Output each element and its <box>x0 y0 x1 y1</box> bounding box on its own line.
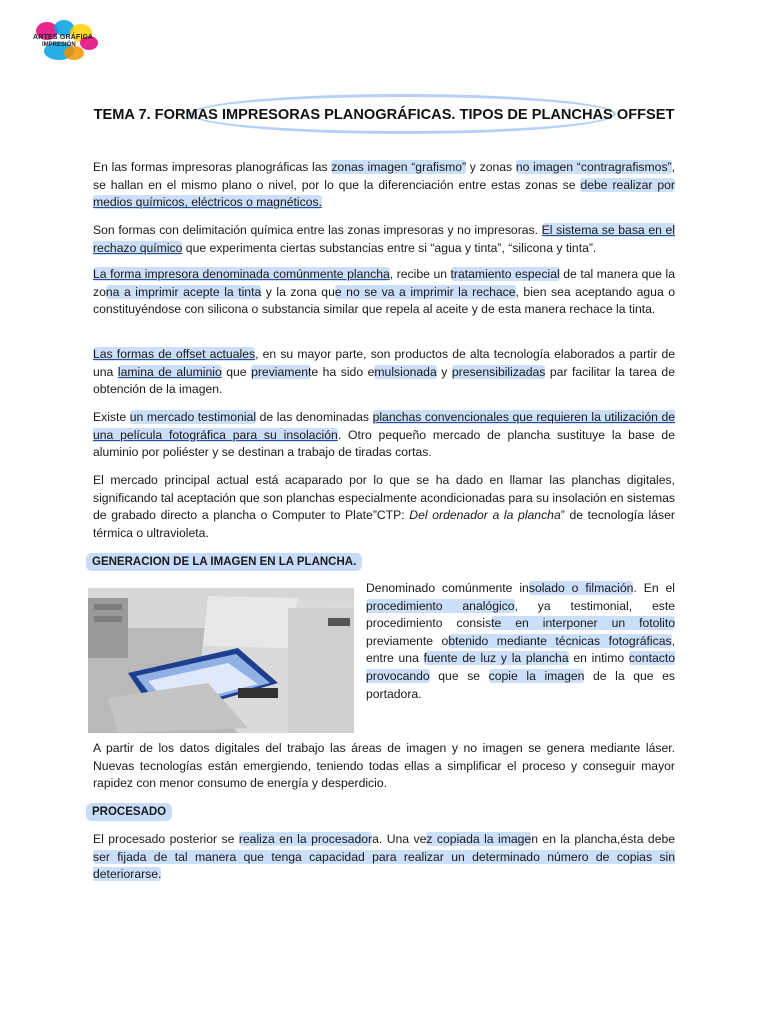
paragraph-4: Las formas de offset actuales, en su mayor parte, son productos de alta tecnología elaborados a partir de una lamina de aluminio que previamente ha sido emulsionada y presensibilizadas par facilitar la tarea de obtención de la imagen. <box>93 347 676 397</box>
paragraph-8: El procesado posterior se realiza en la procesadora. Una vez copiada la imagen en la plancha,ésta debe ser fijada de tal manera que tenga capacidad para realizar un determinado número de copias sin deteriorarse. <box>93 832 676 882</box>
processor-illustration <box>88 588 354 733</box>
logo-text: ARTES GRÁFICA <box>33 34 94 41</box>
page-title: TEMA 7. FORMAS IMPRESORAS PLANOGRÁFICAS. TIPOS DE PLANCHAS OFFSET <box>93 107 675 123</box>
section-heading-processing: PROCESADO <box>86 803 172 821</box>
paragraph-5: Existe un mercado testimonial de las denominadas planchas convencionales que requieren la utilización de una película fotográfica para su insolación. Otro pequeño mercado de plancha sustituye la base de aluminio por poliéster y se destinan a trabajo de tiradas cortas. <box>93 410 676 460</box>
plate-processor-photo <box>88 588 354 733</box>
paragraph-7: A partir de los datos digitales del trabajo las áreas de imagen y no imagen se genera mediante láser. Nuevas tecnologías están emergiendo, teniendo todas ellas a simplificar el proceso y conseguir mayor rapidez con menor consumo de energía y desperdicio. <box>93 741 675 791</box>
section-heading-generation: GENERACION DE LA IMAGEN EN LA PLANCHA. <box>86 553 362 571</box>
paragraph-3: La forma impresora denominada comúnmente plancha, recibe un tratamiento especial de tal manera que la zona a imprimir acepte la tinta y la zona que no se va a imprimir la rechace, bien sea aceptando agua o constituyéndose con silicona o substancia similar que repela al aceite y de esta manera rechace la tinta. <box>93 267 676 317</box>
logo-subtext: IMPRESIÓN <box>42 42 76 48</box>
paragraph-2: Son formas con delimitación química entre las zonas impresoras y no impresoras. El sistema se basa en el rechazo químico que experimenta ciertas substancias entre si “agua y tinta”, “silicona y tinta”. <box>93 223 675 255</box>
side-paragraph: Denominado comúnmente insolado o filmación. En el procedimiento analógico, ya testimonial, este procedimiento consiste en interponer un fotolito previamente obtenido mediante técnicas fotográficas, entre una fuente de luz y la plancha en intimo contacto provocando que se copie la imagen de la que es portadora. <box>366 581 676 701</box>
publisher-logo <box>30 20 100 64</box>
paragraph-1: En las formas impresoras planográficas las zonas imagen “grafismo” y zonas no imagen “contragrafismos”, se hallan en el mismo plano o nivel, por lo que la diferenciación entre estas zonas se debe realizar por medios químicos, eléctricos o magnéticos. <box>93 160 675 210</box>
paragraph-6: El mercado principal actual está acaparado por lo que se ha dado en llamar las planchas digitales, significando tal aceptación que son planchas especialmente acondicionadas para su insolación en sistemas de grabado directo a plancha o Computer to Plate”CTP: Del ordenador a la plancha” de tecnología láser térmica o ultravioleta. <box>93 473 675 540</box>
